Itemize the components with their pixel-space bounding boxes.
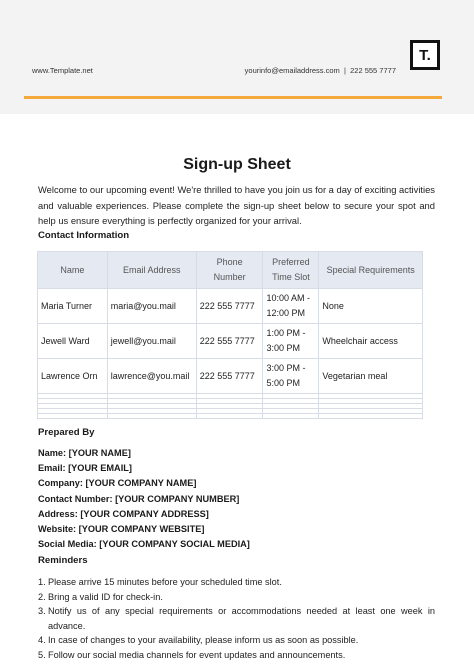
- brand-logo: T.: [410, 40, 440, 70]
- cell-phone: 222 555 7777: [196, 324, 263, 359]
- prepared-contact-number: Contact Number: [YOUR COMPANY NUMBER]: [38, 493, 240, 504]
- cell-email: jewell@you.mail: [107, 324, 196, 359]
- prepared-company: Company: [YOUR COMPANY NAME]: [38, 478, 197, 489]
- empty-row: [38, 414, 423, 419]
- prepared-by-details: [38, 446, 250, 552]
- table-row: [38, 289, 423, 324]
- cell-time: 10:00 AM - 12:00 PM: [263, 289, 319, 324]
- col-header-time: Preferred Time Slot: [263, 252, 319, 289]
- cell-name: Jewell Ward: [38, 324, 108, 359]
- col-header-name: Name: [38, 252, 108, 289]
- reminders-list: [38, 575, 435, 663]
- cell-phone: 222 555 7777: [196, 289, 263, 324]
- list-item: 5. Follow our social media channels for event updates and announcements.: [38, 649, 346, 660]
- col-header-email: Email Address: [107, 252, 196, 289]
- table-header-row: [38, 252, 423, 289]
- col-header-phone: Phone Number: [196, 252, 263, 289]
- cell-email: lawrence@you.mail: [107, 359, 196, 394]
- header-email: yourinfo@emailaddress.com: [244, 66, 340, 75]
- reminders-heading: Reminders: [38, 555, 88, 566]
- cell-phone: 222 555 7777: [196, 359, 263, 394]
- prepared-address: Address: [YOUR COMPANY ADDRESS]: [38, 508, 209, 519]
- col-header-requirements: Special Requirements: [319, 252, 423, 289]
- cell-email: maria@you.mail: [107, 289, 196, 324]
- list-item: 1. Please arrive 15 minutes before your scheduled time slot.: [38, 577, 282, 587]
- header-separator: |: [343, 66, 346, 75]
- cell-time: 1:00 PM - 3:00 PM: [263, 324, 319, 359]
- prepared-website: Website: [YOUR COMPANY WEBSITE]: [38, 523, 205, 534]
- prepared-name: Name: [YOUR NAME]: [38, 448, 131, 458]
- page-title: Sign-up Sheet: [183, 156, 291, 173]
- list-item: 2. Bring a valid ID for check-in.: [38, 591, 163, 602]
- contact-line: [245, 66, 396, 75]
- accent-divider: [24, 96, 442, 99]
- page-header: [0, 0, 474, 114]
- prepared-social-media: Social Media: [YOUR COMPANY SOCIAL MEDIA]: [38, 539, 250, 550]
- signup-table: [37, 251, 423, 419]
- cell-name: Maria Turner: [38, 289, 108, 324]
- contact-heading: Contact Information: [38, 230, 130, 241]
- intro-paragraph: Welcome to our upcoming event! We're thrilled to have you join us for a day of exciting activities and valuable experiences. Please complete the sign-up sheet below to secure your spot and help us ensure everything is perfectly organized for your arrival.: [38, 184, 435, 226]
- cell-requirements: Vegetarian meal: [319, 359, 423, 394]
- prepared-by-heading: Prepared By: [38, 427, 95, 438]
- list-item: 4. In case of changes to your availability, please inform us as soon as possible.: [38, 635, 359, 646]
- table-row: [38, 359, 423, 394]
- cell-requirements: Wheelchair access: [319, 324, 423, 359]
- prepared-email: Email: [YOUR EMAIL]: [38, 463, 132, 474]
- cell-time: 3:00 PM - 5:00 PM: [263, 359, 319, 394]
- list-item: 3. Notify us of any special requirements or accommodations needed at least one week in advance.: [38, 606, 435, 631]
- table-row: [38, 324, 423, 359]
- cell-name: Lawrence Orn: [38, 359, 108, 394]
- website-text: www.Template.net: [32, 66, 93, 75]
- header-phone: 222 555 7777: [350, 66, 396, 75]
- cell-requirements: None: [319, 289, 423, 324]
